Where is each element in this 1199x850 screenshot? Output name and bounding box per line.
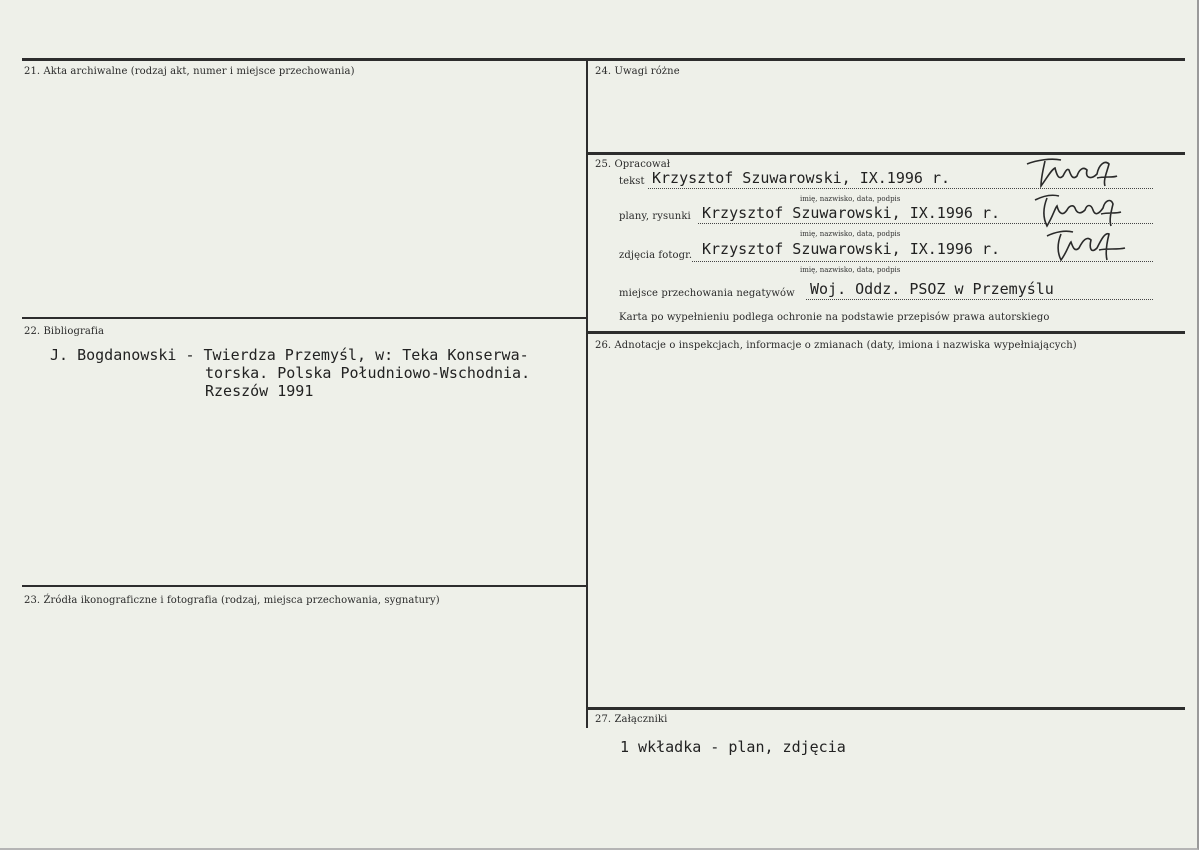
section-22-label: 22. Bibliografia [24,326,105,337]
copyright-note: Karta po wypełnieniu podlega ochronie na podstawie przepisów prawa autorskiego [619,312,1050,323]
section-27-label: 27. Załączniki [595,714,668,725]
section-21-label: 21. Akta archiwalne (rodzaj akt, numer i miejsce przechowania) [24,66,355,77]
tekst-value: Krzysztof Szuwarowski, IX.1996 r. [652,169,951,187]
right-rule-25 [588,152,1185,155]
zdjecia-value: Krzysztof Szuwarowski, IX.1996 r. [702,240,1001,258]
section-24-label: 24. Uwagi różne [595,66,680,77]
negatywy-dotted-line [806,299,1153,300]
plany-value: Krzysztof Szuwarowski, IX.1996 r. [702,204,1001,222]
bibliography-line-3: Rzeszów 1991 [205,382,314,400]
right-rule-27 [588,707,1185,710]
column-divider [586,60,588,728]
plany-hint: imię, nazwisko, data, podpis [800,230,901,238]
negatywy-label: miejsce przechowania negatywów [619,288,795,299]
signature-zdjecia [1045,226,1130,264]
attachments-value: 1 wkładka - plan, zdjęcia [620,738,846,756]
left-rule-22 [22,317,586,319]
negatywy-value: Woj. Oddz. PSOZ w Przemyślu [810,280,1054,298]
signature-plany [1033,190,1123,230]
tekst-label: tekst [619,176,645,187]
section-26-label: 26. Adnotacje o inspekcjach, informacje o zmianach (daty, imiona i nazwiska wypełniających) [595,340,1077,351]
signature-tekst [1025,156,1120,190]
plany-label: plany, rysunki [619,211,691,222]
section-23-label: 23. Źródła ikonograficzne i fotografia (rodzaj, miejsca przechowania, sygnatury) [24,595,440,606]
tekst-hint: imię, nazwisko, data, podpis [800,195,901,203]
section-25-label: 25. Opracował [595,159,671,170]
zdjecia-label: zdjęcia fotogr. [619,250,693,261]
top-rule [22,58,1185,61]
zdjecia-hint: imię, nazwisko, data, podpis [800,266,901,274]
left-rule-23 [22,585,586,587]
bibliography-line-2: torska. Polska Południowo-Wschodnia. [205,364,531,382]
bibliography-line-1: J. Bogdanowski - Twierdza Przemyśl, w: Teka Konserwa- [50,346,529,364]
right-rule-26 [588,331,1185,334]
